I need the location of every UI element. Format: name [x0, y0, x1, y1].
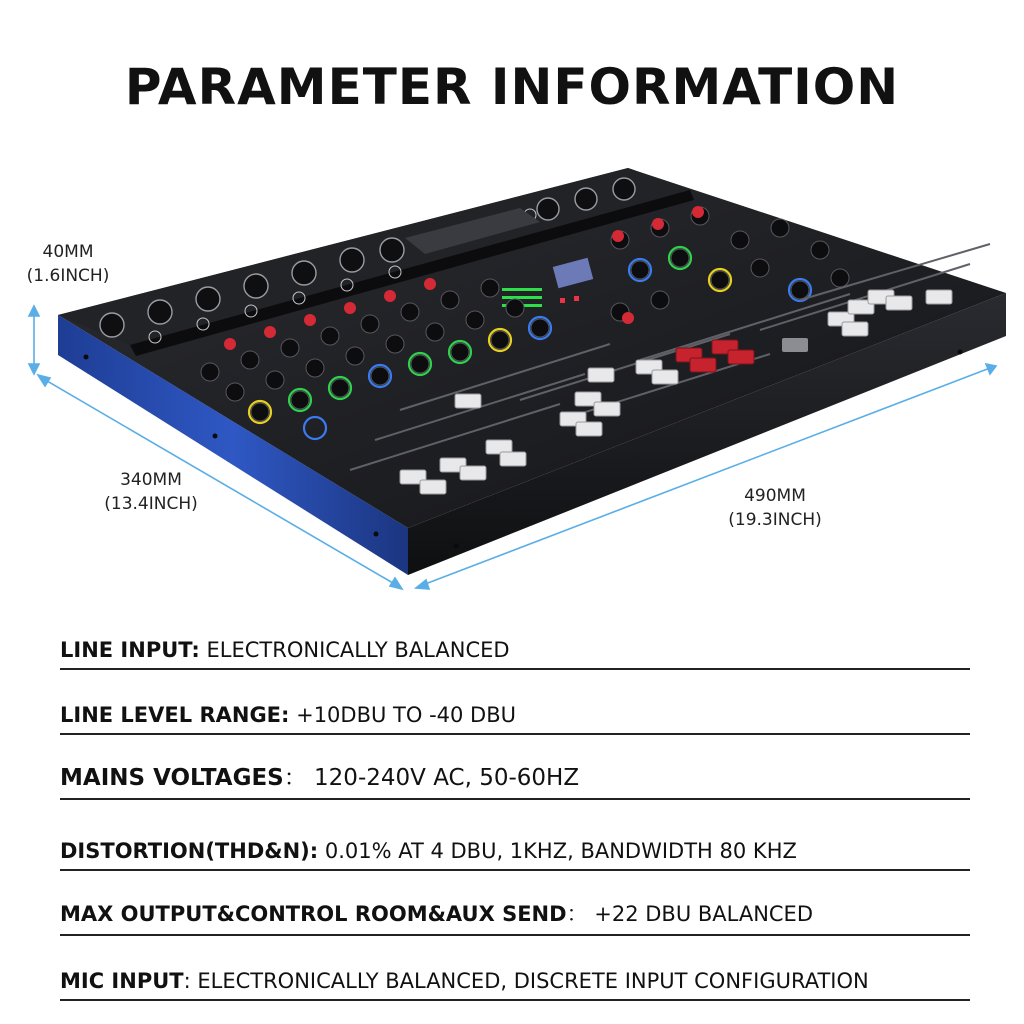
height-dimension — [8, 240, 128, 288]
spec-mic-input: MIC INPUT: ELECTRONICALLY BALANCED, DISCRETE INPUT CONFIGURATION — [60, 963, 970, 1001]
height-inch: (1.6INCH) — [26, 266, 110, 286]
spec-list — [60, 632, 970, 1001]
spec-mains-voltages: MAINS VOLTAGES： 120-240V AC, 50-60HZ — [60, 760, 970, 800]
page-title: PARAMETER INFORMATION — [124, 58, 900, 116]
width-inch: (19.3INCH) — [728, 510, 822, 530]
width-dimension — [710, 484, 840, 532]
width-mm: 490MM — [744, 486, 806, 506]
spec-max-output: MAX OUTPUT&CONTROL ROOM&AUX SEND： +22 DBU BALANCED — [60, 898, 970, 936]
spec-line-level-range: LINE LEVEL RANGE: +10DBU TO -40 DBU — [60, 697, 970, 735]
spec-distortion: DISTORTION(THD&N): 0.01% AT 4 DBU, 1KHZ, BANDWIDTH 80 KHZ — [60, 833, 970, 871]
depth-dimension — [86, 468, 216, 516]
depth-mm: 340MM — [120, 470, 182, 490]
mixer-product-image — [0, 160, 1024, 600]
depth-inch: (13.4INCH) — [104, 494, 198, 514]
height-mm: 40MM — [42, 242, 94, 262]
spec-line-input: LINE INPUT: ELECTRONICALLY BALANCED — [60, 632, 970, 670]
